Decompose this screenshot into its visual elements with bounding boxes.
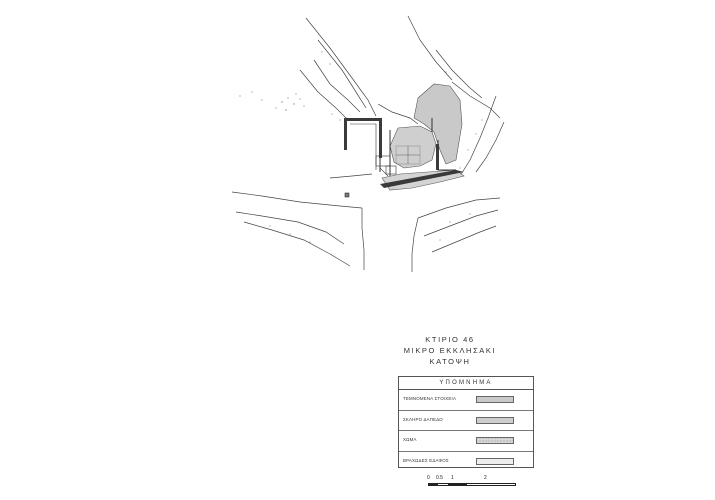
legend-swatch-fine-dotted bbox=[476, 437, 514, 444]
title-view-type: ΚΑΤΟΨΗ bbox=[429, 357, 471, 366]
legend-row-rock bbox=[399, 452, 533, 472]
legend-swatch-solid bbox=[476, 396, 514, 403]
legend-swatch-light bbox=[476, 458, 514, 465]
legend-swatch-dotted bbox=[476, 417, 514, 424]
scale-label-2: 2 bbox=[484, 475, 487, 481]
title-building-name: ΜΙΚΡΟ ΕΚΚΛΗΣΑΚΙ bbox=[403, 346, 497, 355]
legend-label: ΒΡΑΧΩΔΕΣ ΕΔΑΦΟΣ bbox=[403, 457, 449, 463]
drawing-title bbox=[380, 334, 520, 367]
legend-row-section bbox=[399, 390, 533, 411]
survey-marker bbox=[345, 193, 349, 197]
title-building-number: ΚΤΙΡΙΟ 46 bbox=[425, 335, 475, 344]
scale-label-half: 0.5 bbox=[436, 475, 443, 481]
contour-lines bbox=[232, 16, 504, 272]
legend-label: ΤΕΜΝΟΜΕΝΑ ΣΤΟΙΧΕΙΑ bbox=[403, 396, 457, 401]
scale-label-1: 1 bbox=[451, 475, 454, 481]
scale-bar bbox=[424, 474, 524, 494]
scale-label-0: 0 bbox=[427, 475, 430, 481]
legend-heading: ΥΠΟΜΝΗΜΑ bbox=[399, 377, 533, 390]
legend-box bbox=[398, 376, 534, 468]
scale-bar-graphic bbox=[428, 483, 516, 486]
legend-label: ΧΩΜΑ bbox=[403, 437, 417, 442]
legend-row-soil bbox=[399, 431, 533, 452]
legend-row-hard-floor bbox=[399, 411, 533, 432]
legend-label: ΣΚΛΗΡΟ ΔΑΠΕΔΟ bbox=[403, 416, 443, 422]
